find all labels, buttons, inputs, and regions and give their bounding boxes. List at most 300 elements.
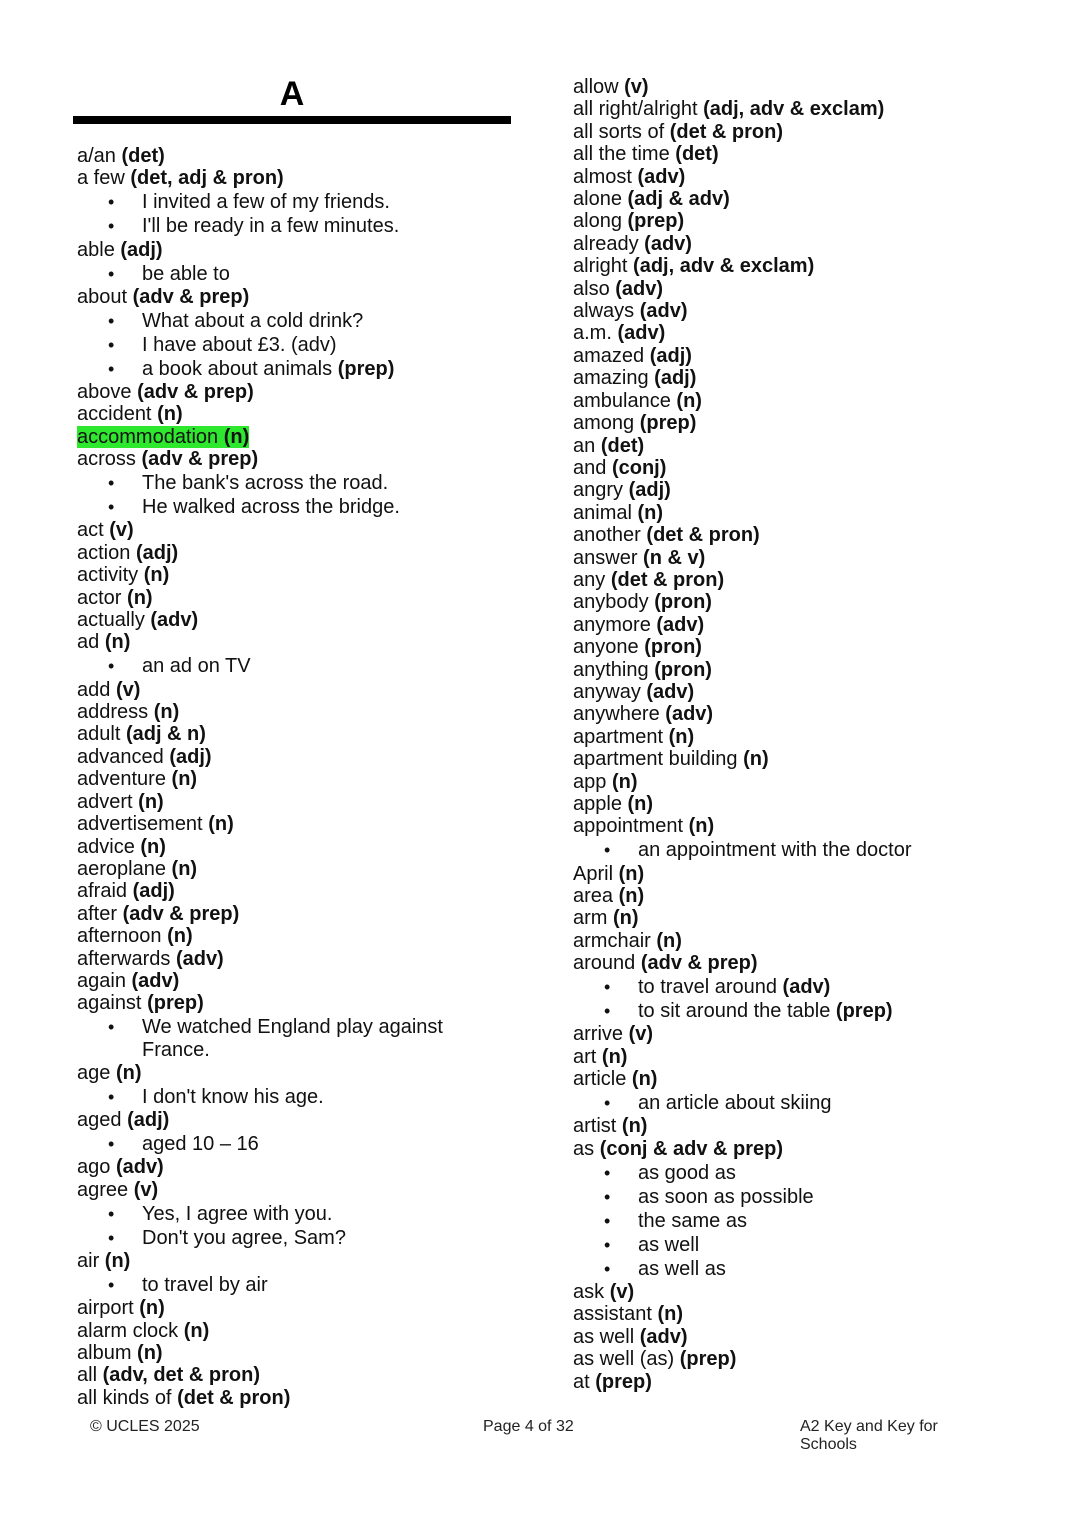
word-entry — [77, 992, 517, 1014]
term-wrapper — [573, 278, 663, 300]
headword: age — [77, 1061, 111, 1084]
example-item — [573, 1092, 1043, 1114]
word-entry — [77, 1109, 517, 1131]
word-entry — [77, 1364, 517, 1386]
bullet-icon: • — [108, 1017, 115, 1038]
part-of-speech: (conj) — [611, 456, 667, 479]
example-text: Yes, I agree with you. — [142, 1202, 333, 1225]
bullet-icon: • — [108, 310, 115, 331]
word-entry — [77, 970, 517, 992]
term-wrapper — [77, 679, 140, 701]
headword: assistant — [573, 1303, 652, 1326]
headword: artist — [573, 1115, 617, 1138]
term-wrapper — [573, 502, 663, 524]
part-of-speech: (v) — [624, 76, 649, 98]
part-of-speech: (n) — [127, 586, 153, 609]
part-of-speech: (conj & adv & prep) — [599, 1137, 784, 1160]
headword: April — [573, 862, 614, 885]
part-of-speech: (n) — [153, 701, 180, 724]
headword: album — [77, 1342, 132, 1364]
word-entry — [77, 679, 517, 701]
example-text: to travel around — [638, 976, 777, 999]
bullet-icon: • — [604, 1093, 611, 1114]
term-wrapper — [77, 925, 193, 947]
term-wrapper — [573, 524, 760, 546]
example-item — [573, 1000, 1043, 1022]
part-of-speech: (adj) — [120, 238, 163, 261]
headword: again — [77, 969, 126, 992]
part-of-speech: (prep) — [639, 412, 697, 435]
headword: anyone — [573, 636, 639, 659]
headword: all right/alright — [573, 98, 698, 121]
word-entry — [573, 435, 1043, 457]
headword: after — [77, 902, 118, 925]
part-of-speech: (prep) — [595, 1370, 652, 1393]
term-wrapper — [573, 188, 730, 210]
word-entry — [573, 659, 1043, 681]
term-wrapper — [573, 367, 696, 389]
part-of-speech: (adv, det & pron) — [102, 1364, 260, 1387]
term-wrapper — [573, 569, 724, 591]
headword: ad — [77, 631, 100, 654]
word-entry — [77, 448, 517, 470]
headword: among — [573, 412, 635, 435]
term-wrapper — [573, 479, 671, 501]
example-text: a book about animals — [142, 357, 333, 380]
word-entry — [77, 167, 517, 189]
term-wrapper — [77, 1179, 158, 1201]
headword: advice — [77, 835, 135, 858]
part-of-speech: (n) — [171, 857, 198, 880]
term-wrapper — [573, 76, 649, 98]
part-of-speech: (n) — [618, 862, 645, 885]
word-entry — [77, 791, 517, 813]
headword: accommodation — [77, 425, 219, 448]
word-entry — [573, 367, 1043, 389]
word-entry — [573, 726, 1043, 748]
part-of-speech: (pron) — [644, 636, 702, 659]
term-wrapper — [573, 1371, 652, 1393]
word-entry — [573, 322, 1043, 344]
headword: armchair — [573, 929, 651, 952]
word-entry — [77, 880, 517, 902]
part-of-speech: (n) — [668, 725, 695, 748]
word-entry — [573, 1326, 1043, 1348]
example-item — [77, 1274, 517, 1296]
term-wrapper — [573, 322, 665, 344]
example-text: We watched England play against — [142, 1016, 443, 1039]
headword: actually — [77, 609, 145, 632]
example-item — [573, 1234, 1043, 1256]
example-text: the same as — [638, 1209, 747, 1232]
term-wrapper — [573, 885, 644, 907]
headword: a/an — [77, 145, 116, 167]
headword: as well — [573, 1325, 635, 1348]
headword: amazing — [573, 367, 649, 390]
headword: almost — [573, 165, 632, 188]
headword: aged — [77, 1109, 122, 1132]
example-item — [77, 472, 517, 494]
part-of-speech: (n) — [743, 748, 769, 771]
part-of-speech: (det) — [121, 145, 165, 167]
term-wrapper — [573, 412, 696, 434]
part-of-speech: (n) — [143, 564, 170, 587]
headword: advert — [77, 790, 133, 813]
part-of-speech: (det & pron) — [177, 1386, 291, 1409]
example-item — [573, 1258, 1043, 1280]
word-entry — [77, 564, 517, 586]
word-entry — [573, 591, 1043, 613]
part-of-speech: (det & pron) — [646, 524, 760, 547]
headword: airport — [77, 1297, 134, 1320]
term-wrapper — [573, 233, 692, 255]
term-wrapper — [573, 143, 719, 165]
example-text: to sit around the table — [638, 1000, 831, 1023]
example-item — [573, 976, 1043, 998]
part-of-speech: (adv) — [639, 300, 688, 323]
term-wrapper — [573, 457, 666, 479]
word-entry — [573, 457, 1043, 479]
word-entry — [573, 1371, 1043, 1393]
part-of-speech: (n) — [611, 770, 638, 793]
word-entry — [573, 345, 1043, 367]
example-item — [77, 215, 517, 237]
example-text: The bank's across the road. — [142, 472, 389, 495]
headword: allow — [573, 76, 619, 98]
term-wrapper — [77, 723, 206, 745]
term-wrapper — [573, 771, 637, 793]
word-entry — [573, 255, 1043, 277]
right-word-column — [573, 76, 1043, 1393]
headword: against — [77, 992, 142, 1015]
part-of-speech: (n) — [657, 1303, 684, 1326]
example-text: aged 10 – 16 — [142, 1133, 259, 1156]
term-wrapper — [573, 345, 692, 367]
part-of-speech: (n) — [139, 1297, 165, 1320]
part-of-speech: (adv) — [615, 277, 664, 300]
term-wrapper — [77, 1109, 169, 1131]
left-word-column — [77, 145, 517, 1409]
headword: accident — [77, 403, 152, 426]
headword: across — [77, 448, 136, 471]
word-entry — [573, 614, 1043, 636]
headword: arm — [573, 907, 608, 930]
term-wrapper — [77, 1156, 164, 1178]
term-wrapper — [77, 1387, 290, 1409]
term-wrapper — [77, 1320, 209, 1342]
footer-title-line: Schools — [800, 1436, 857, 1453]
headword: already — [573, 232, 639, 255]
word-entry — [573, 1348, 1043, 1370]
word-entry — [573, 412, 1043, 434]
part-of-speech: (adv & prep) — [132, 285, 250, 308]
part-of-speech: (n) — [137, 1342, 163, 1364]
example-text: I have about £3. (adv) — [142, 333, 337, 356]
term-wrapper — [573, 1281, 634, 1303]
part-of-speech: (n) — [627, 793, 654, 815]
part-of-speech: (adv) — [644, 232, 692, 255]
word-entry — [77, 426, 517, 448]
headword: ask — [573, 1281, 605, 1304]
headword: around — [573, 952, 636, 975]
term-wrapper — [573, 703, 713, 725]
part-of-speech: (n) — [618, 885, 645, 908]
word-entry — [77, 403, 517, 425]
term-wrapper — [77, 880, 175, 902]
word-entry — [573, 479, 1043, 501]
word-entry — [573, 748, 1043, 770]
word-entry — [573, 210, 1043, 232]
word-entry — [77, 145, 517, 167]
part-of-speech: (adj) — [628, 479, 671, 502]
part-of-speech: (adv) — [656, 613, 705, 636]
term-wrapper — [573, 1348, 736, 1370]
footer-copyright: © UCLES 2025 — [90, 1418, 200, 1435]
bullet-icon: • — [108, 1203, 115, 1224]
bullet-icon: • — [604, 840, 611, 861]
example-item — [77, 1203, 517, 1225]
word-entry — [77, 836, 517, 858]
part-of-speech: (n) — [656, 929, 682, 952]
part-of-speech: (n) — [104, 1249, 131, 1272]
headword: anyway — [573, 680, 641, 703]
example-part-of-speech: (prep) — [337, 357, 395, 380]
part-of-speech: (n) — [601, 1045, 628, 1068]
headword: air — [77, 1249, 100, 1272]
example-item — [77, 263, 517, 285]
term-wrapper — [573, 815, 714, 837]
part-of-speech: (n) — [631, 1068, 658, 1091]
term-wrapper — [77, 564, 169, 586]
term-wrapper — [77, 1297, 165, 1319]
word-entry — [573, 76, 1043, 98]
bullet-icon: • — [604, 1210, 611, 1231]
term-wrapper — [573, 1138, 783, 1160]
word-entry — [77, 903, 517, 925]
part-of-speech: (adj) — [654, 367, 697, 390]
bullet-icon: • — [108, 1086, 115, 1107]
term-wrapper — [77, 542, 178, 564]
term-wrapper — [573, 1303, 683, 1325]
part-of-speech: (n) — [171, 768, 198, 791]
headword: act — [77, 519, 104, 542]
example-part-of-speech: (adv) — [782, 976, 831, 999]
term-wrapper — [77, 858, 197, 880]
term-wrapper — [573, 98, 884, 120]
term-wrapper — [573, 907, 639, 929]
example-item — [573, 1186, 1043, 1208]
term-wrapper — [77, 587, 153, 609]
part-of-speech: (adj) — [169, 745, 212, 768]
term-wrapper — [77, 791, 164, 813]
example-text: I invited a few of my friends. — [142, 191, 390, 214]
headword: anything — [573, 658, 649, 681]
footer-title-line: A2 Key and Key for — [800, 1418, 938, 1435]
example-item — [573, 1162, 1043, 1184]
headword: alright — [573, 255, 628, 278]
term-wrapper — [77, 519, 134, 541]
headword: afterwards — [77, 947, 171, 970]
term-wrapper — [77, 701, 179, 723]
example-text: Don't you agree, Sam? — [142, 1226, 346, 1249]
word-entry — [573, 952, 1043, 974]
headword: along — [573, 210, 622, 233]
term-wrapper — [77, 145, 165, 167]
headword: ago — [77, 1156, 111, 1179]
part-of-speech: (v) — [628, 1023, 654, 1046]
example-item — [77, 358, 517, 380]
word-entry — [77, 1320, 517, 1342]
bullet-icon: • — [108, 1134, 115, 1155]
headword: and — [573, 456, 607, 479]
part-of-speech: (adv) — [175, 947, 224, 970]
footer-document-title — [800, 1418, 970, 1454]
example-text: What about a cold drink? — [142, 309, 364, 332]
word-entry — [77, 587, 517, 609]
term-wrapper — [77, 903, 239, 925]
example-text: as soon as possible — [638, 1185, 814, 1208]
term-wrapper — [573, 210, 684, 232]
headword: adult — [77, 723, 121, 746]
term-wrapper — [77, 448, 258, 470]
bullet-icon: • — [108, 334, 115, 355]
example-item — [573, 839, 1043, 861]
word-entry — [77, 1342, 517, 1364]
part-of-speech: (n) — [223, 425, 250, 448]
term-wrapper — [573, 952, 758, 974]
example-item — [77, 334, 517, 356]
term-wrapper — [573, 591, 712, 613]
bullet-icon: • — [108, 263, 115, 284]
term-wrapper — [573, 1023, 653, 1045]
headword: above — [77, 381, 132, 404]
headword: always — [573, 300, 635, 323]
headword: address — [77, 701, 149, 724]
word-entry — [573, 233, 1043, 255]
example-item — [77, 496, 517, 518]
example-item — [77, 191, 517, 213]
headword: activity — [77, 564, 139, 587]
example-text: He walked across the bridge. — [142, 496, 400, 519]
term-wrapper — [77, 286, 249, 308]
headword: also — [573, 277, 610, 300]
headword: angry — [573, 479, 624, 502]
headword: adventure — [77, 768, 166, 791]
term-wrapper — [77, 609, 198, 631]
part-of-speech: (v) — [609, 1281, 635, 1304]
headword: amazed — [573, 344, 645, 367]
headword: agree — [77, 1178, 129, 1201]
part-of-speech: (n) — [140, 835, 166, 858]
word-entry — [573, 166, 1043, 188]
part-of-speech: (adj & n) — [125, 723, 206, 746]
part-of-speech: (adj) — [132, 880, 175, 903]
headword: advanced — [77, 745, 164, 768]
headword: answer — [573, 546, 638, 569]
part-of-speech: (adj, adv & exclam) — [703, 98, 885, 121]
word-entry — [77, 858, 517, 880]
bullet-icon: • — [108, 192, 115, 213]
term-wrapper — [77, 746, 212, 768]
term-wrapper — [573, 1115, 647, 1137]
part-of-speech: (n) — [613, 907, 639, 930]
part-of-speech: (adv & prep) — [141, 448, 259, 471]
headword: apple — [573, 793, 622, 815]
part-of-speech: (n) — [621, 1115, 648, 1138]
part-of-speech: (adv) — [150, 609, 199, 632]
headword: anybody — [573, 591, 649, 614]
headword: an — [573, 434, 596, 457]
term-wrapper — [573, 748, 769, 770]
part-of-speech: (n) — [115, 1061, 142, 1084]
part-of-speech: (n & v) — [643, 546, 706, 569]
word-entry — [573, 143, 1043, 165]
term-wrapper — [77, 1342, 163, 1364]
part-of-speech: (adj & adv) — [627, 188, 730, 211]
term-wrapper — [77, 239, 163, 261]
part-of-speech: (det, adj & pron) — [130, 167, 284, 190]
part-of-speech: (n) — [183, 1319, 210, 1342]
part-of-speech: (pron) — [654, 658, 712, 681]
highlighted-term — [77, 426, 249, 448]
term-wrapper — [77, 381, 254, 403]
headword: aeroplane — [77, 857, 166, 880]
headword: actor — [77, 586, 122, 609]
term-wrapper — [573, 1326, 688, 1348]
word-entry — [77, 746, 517, 768]
headword: apartment building — [573, 748, 738, 771]
headword: able — [77, 238, 115, 261]
word-entry — [573, 188, 1043, 210]
word-entry — [77, 701, 517, 723]
headword: as — [573, 1137, 595, 1160]
headword: alarm clock — [77, 1319, 179, 1342]
bullet-icon: • — [604, 1186, 611, 1207]
term-wrapper — [573, 255, 814, 277]
word-entry — [77, 381, 517, 403]
example-text: an ad on TV — [142, 655, 251, 678]
headword: another — [573, 524, 641, 547]
term-wrapper — [77, 1062, 141, 1084]
bullet-icon: • — [604, 1234, 611, 1255]
term-wrapper — [573, 636, 702, 658]
word-entry — [573, 863, 1043, 885]
bullet-icon: • — [604, 1258, 611, 1279]
headword: art — [573, 1045, 597, 1068]
term-wrapper — [573, 614, 704, 636]
part-of-speech: (n) — [688, 815, 715, 838]
part-of-speech: (adv) — [639, 1325, 688, 1348]
word-entry — [77, 925, 517, 947]
headword: app — [573, 770, 607, 793]
headword: all — [77, 1364, 98, 1387]
headword: at — [573, 1370, 590, 1393]
part-of-speech: (n) — [138, 790, 164, 813]
example-item — [77, 655, 517, 677]
example-text: as well as — [638, 1257, 726, 1280]
part-of-speech: (adv) — [665, 703, 714, 726]
example-item — [77, 1133, 517, 1155]
word-entry — [77, 1250, 517, 1272]
term-wrapper — [573, 121, 783, 143]
headword: apartment — [573, 725, 664, 748]
headword: all the time — [573, 143, 670, 166]
headword: a few — [77, 167, 125, 190]
word-entry — [77, 1156, 517, 1178]
headword: about — [77, 285, 128, 308]
section-letter-heading: A — [279, 75, 305, 113]
bullet-icon: • — [108, 497, 115, 518]
